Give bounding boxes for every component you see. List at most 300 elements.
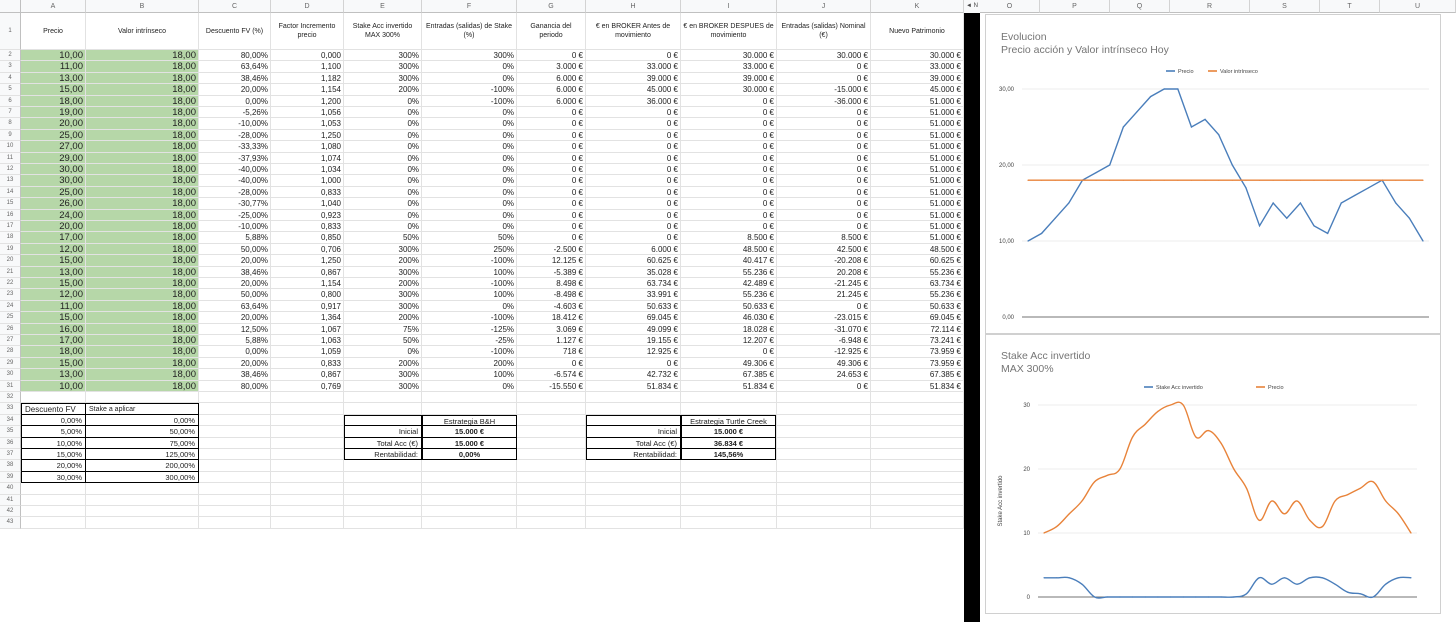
empty-cell[interactable] — [199, 426, 271, 437]
empty-cell[interactable] — [86, 392, 199, 403]
cell-gan[interactable]: 0 € — [517, 130, 586, 141]
cell-pat[interactable]: 63.734 € — [871, 278, 964, 289]
cell-factor[interactable]: 1,034 — [271, 164, 344, 175]
cell-nom[interactable]: -23.015 € — [777, 312, 871, 323]
cell-ent[interactable]: 300% — [422, 50, 517, 61]
cell-nom[interactable]: 0 € — [777, 175, 871, 186]
cell-pat[interactable]: 51.000 € — [871, 141, 964, 152]
cell-ent[interactable]: 0% — [422, 130, 517, 141]
cell-pat[interactable]: 69.045 € — [871, 312, 964, 323]
cell-nom[interactable]: 0 € — [777, 130, 871, 141]
cell-desc[interactable]: 80,00% — [199, 381, 271, 392]
cell-despues[interactable]: 40.417 € — [681, 255, 777, 266]
empty-cell[interactable] — [681, 495, 777, 506]
cell-stake[interactable]: 200% — [344, 358, 422, 369]
row-header[interactable]: 7 — [0, 107, 21, 118]
row-header[interactable]: 24 — [0, 301, 21, 312]
cell-despues[interactable]: 0 € — [681, 164, 777, 175]
row-header[interactable]: 23 — [0, 289, 21, 300]
empty-cell[interactable] — [871, 506, 964, 517]
row-header[interactable]: 36 — [0, 438, 21, 449]
row-header[interactable]: 39 — [0, 472, 21, 483]
empty-cell[interactable] — [422, 403, 517, 414]
cell-desc[interactable]: 12,50% — [199, 324, 271, 335]
frozen-divider[interactable] — [964, 0, 980, 622]
cell-stake[interactable]: 300% — [344, 381, 422, 392]
cell-pat[interactable]: 51.000 € — [871, 187, 964, 198]
cell-nom[interactable]: 0 € — [777, 118, 871, 129]
cell-despues[interactable]: 30.000 € — [681, 84, 777, 95]
cell-stake[interactable]: 300% — [344, 61, 422, 72]
cell-despues[interactable]: 0 € — [681, 96, 777, 107]
lookup-cell-stake[interactable]: 125,00% — [86, 449, 199, 460]
empty-cell[interactable] — [271, 506, 344, 517]
cell-pat[interactable]: 51.000 € — [871, 221, 964, 232]
cell-ent[interactable]: 50% — [422, 232, 517, 243]
cell-ent[interactable]: -125% — [422, 324, 517, 335]
cell-precio[interactable]: 18,00 — [21, 96, 86, 107]
cell-precio[interactable]: 24,00 — [21, 210, 86, 221]
cell-ent[interactable]: 0% — [422, 187, 517, 198]
empty-cell[interactable] — [681, 483, 777, 494]
lookup-cell-stake[interactable]: 50,00% — [86, 426, 199, 437]
column-title-valor[interactable]: Valor intrínseco — [86, 13, 199, 50]
cell-pat[interactable]: 45.000 € — [871, 84, 964, 95]
cell-nom[interactable]: 42.500 € — [777, 244, 871, 255]
empty-cell[interactable] — [517, 438, 586, 449]
lookup-cell-descuento[interactable]: 0,00% — [21, 415, 86, 426]
column-title-factor[interactable]: Factor Incremento precio — [271, 13, 344, 50]
cell-desc[interactable]: 20,00% — [199, 312, 271, 323]
empty-cell[interactable] — [271, 495, 344, 506]
cell-ent[interactable]: -100% — [422, 84, 517, 95]
row-header[interactable]: 38 — [0, 460, 21, 471]
cell-stake[interactable]: 50% — [344, 335, 422, 346]
column-header-q[interactable]: Q — [1110, 0, 1170, 13]
row-header[interactable]: 12 — [0, 164, 21, 175]
column-header-o[interactable]: O — [980, 0, 1040, 13]
cell-nom[interactable]: 0 € — [777, 221, 871, 232]
row-header[interactable]: 25 — [0, 312, 21, 323]
cell-gan[interactable]: 0 € — [517, 50, 586, 61]
cell-ent[interactable]: 0% — [422, 141, 517, 152]
column-header-e[interactable]: E — [344, 0, 422, 13]
cell-gan[interactable]: 12.125 € — [517, 255, 586, 266]
cell-antes[interactable]: 0 € — [586, 141, 681, 152]
empty-cell[interactable] — [871, 392, 964, 403]
cell-factor[interactable]: 0,769 — [271, 381, 344, 392]
cell-nom[interactable]: 20.208 € — [777, 267, 871, 278]
cell-ent[interactable]: 0% — [422, 301, 517, 312]
cell-stake[interactable]: 50% — [344, 232, 422, 243]
cell-despues[interactable]: 48.500 € — [681, 244, 777, 255]
column-header-h[interactable]: H — [586, 0, 681, 13]
empty-cell[interactable] — [422, 472, 517, 483]
lookup-header-stake[interactable]: Stake a aplicar — [86, 403, 199, 414]
empty-cell[interactable] — [271, 392, 344, 403]
cell-pat[interactable]: 51.000 € — [871, 210, 964, 221]
row-header[interactable]: 5 — [0, 84, 21, 95]
cell-stake[interactable]: 0% — [344, 118, 422, 129]
row-header[interactable]: 19 — [0, 244, 21, 255]
cell-desc[interactable]: 0,00% — [199, 346, 271, 357]
cell-precio[interactable]: 12,00 — [21, 244, 86, 255]
strategy-label[interactable]: Inicial — [344, 426, 422, 437]
cell-ent[interactable]: 0% — [422, 381, 517, 392]
cell-gan[interactable]: 0 € — [517, 358, 586, 369]
cell-factor[interactable]: 1,250 — [271, 130, 344, 141]
cell-pat[interactable]: 60.625 € — [871, 255, 964, 266]
column-header-a[interactable]: A — [21, 0, 86, 13]
cell-gan[interactable]: 6.000 € — [517, 84, 586, 95]
empty-cell[interactable] — [344, 472, 422, 483]
empty-cell[interactable] — [517, 472, 586, 483]
empty-cell[interactable] — [422, 392, 517, 403]
cell-precio[interactable]: 11,00 — [21, 301, 86, 312]
cell-desc[interactable]: 5,88% — [199, 335, 271, 346]
cell-gan[interactable]: -4.603 € — [517, 301, 586, 312]
cell-desc[interactable]: 20,00% — [199, 84, 271, 95]
cell-factor[interactable]: 1,053 — [271, 118, 344, 129]
cell-precio[interactable]: 15,00 — [21, 255, 86, 266]
cell-despues[interactable]: 0 € — [681, 187, 777, 198]
cell-desc[interactable]: 38,46% — [199, 369, 271, 380]
empty-cell[interactable] — [344, 506, 422, 517]
cell-ent[interactable]: -100% — [422, 255, 517, 266]
cell-gan[interactable]: 0 € — [517, 210, 586, 221]
cell-valor[interactable]: 18,00 — [86, 141, 199, 152]
empty-cell[interactable] — [871, 426, 964, 437]
column-title-stake[interactable]: Stake Acc invertido MAX 300% — [344, 13, 422, 50]
cell-nom[interactable]: 0 € — [777, 198, 871, 209]
cell-desc[interactable]: -40,00% — [199, 164, 271, 175]
empty-cell[interactable] — [777, 483, 871, 494]
cell-desc[interactable]: -28,00% — [199, 130, 271, 141]
cell-stake[interactable]: 200% — [344, 312, 422, 323]
cell-despues[interactable]: 46.030 € — [681, 312, 777, 323]
row-header[interactable]: 30 — [0, 369, 21, 380]
empty-cell[interactable] — [871, 495, 964, 506]
strategy-value[interactable]: 0,00% — [422, 449, 517, 460]
cell-pat[interactable]: 30.000 € — [871, 50, 964, 61]
cell-desc[interactable]: 20,00% — [199, 255, 271, 266]
cell-stake[interactable]: 300% — [344, 267, 422, 278]
cell-precio[interactable]: 10,00 — [21, 50, 86, 61]
cell-despues[interactable]: 12.207 € — [681, 335, 777, 346]
cell-factor[interactable]: 0,867 — [271, 369, 344, 380]
cell-factor[interactable]: 0,706 — [271, 244, 344, 255]
cell-factor[interactable]: 1,056 — [271, 107, 344, 118]
cell-despues[interactable]: 0 € — [681, 175, 777, 186]
cell-desc[interactable]: 5,88% — [199, 232, 271, 243]
empty-cell[interactable] — [199, 472, 271, 483]
empty-cell[interactable] — [271, 460, 344, 471]
empty-cell[interactable] — [86, 495, 199, 506]
cell-antes[interactable]: 12.925 € — [586, 346, 681, 357]
cell-factor[interactable]: 1,100 — [271, 61, 344, 72]
cell-factor[interactable]: 1,200 — [271, 96, 344, 107]
empty-cell[interactable] — [199, 392, 271, 403]
cell-ent[interactable]: 250% — [422, 244, 517, 255]
lookup-header-descuento[interactable]: Descuento FV — [21, 403, 86, 414]
row-header[interactable]: 32 — [0, 392, 21, 403]
row-header[interactable]: 27 — [0, 335, 21, 346]
empty-cell[interactable] — [199, 460, 271, 471]
cell-nom[interactable]: -21.245 € — [777, 278, 871, 289]
cell-precio[interactable]: 30,00 — [21, 175, 86, 186]
lookup-cell-descuento[interactable]: 15,00% — [21, 449, 86, 460]
cell-desc[interactable]: 38,46% — [199, 73, 271, 84]
cell-desc[interactable]: 0,00% — [199, 96, 271, 107]
cell-stake[interactable]: 0% — [344, 141, 422, 152]
row-header[interactable]: 21 — [0, 267, 21, 278]
cell-ent[interactable]: 0% — [422, 198, 517, 209]
cell-valor[interactable]: 18,00 — [86, 96, 199, 107]
cell-gan[interactable]: 6.000 € — [517, 73, 586, 84]
cell-despues[interactable]: 0 € — [681, 141, 777, 152]
cell-despues[interactable]: 0 € — [681, 130, 777, 141]
cell-nom[interactable]: -20.208 € — [777, 255, 871, 266]
cell-valor[interactable]: 18,00 — [86, 381, 199, 392]
empty-cell[interactable] — [586, 403, 681, 414]
cell-desc[interactable]: -37,93% — [199, 153, 271, 164]
cell-nom[interactable]: 24.653 € — [777, 369, 871, 380]
cell-desc[interactable]: 38,46% — [199, 267, 271, 278]
cell-factor[interactable]: 0,923 — [271, 210, 344, 221]
cell-valor[interactable]: 18,00 — [86, 61, 199, 72]
empty-cell[interactable] — [517, 403, 586, 414]
cell-stake[interactable]: 0% — [344, 198, 422, 209]
cell-nom[interactable]: -6.948 € — [777, 335, 871, 346]
cell-gan[interactable]: 0 € — [517, 107, 586, 118]
cell-nom[interactable]: 30.000 € — [777, 50, 871, 61]
cell-stake[interactable]: 75% — [344, 324, 422, 335]
empty-cell[interactable] — [586, 392, 681, 403]
empty-cell[interactable] — [271, 517, 344, 528]
cell-gan[interactable]: 0 € — [517, 153, 586, 164]
empty-cell[interactable] — [344, 517, 422, 528]
column-header-k[interactable]: K — [871, 0, 964, 13]
cell-precio[interactable]: 25,00 — [21, 187, 86, 198]
empty-cell[interactable] — [199, 495, 271, 506]
cell-antes[interactable]: 0 € — [586, 210, 681, 221]
cell-gan[interactable]: 0 € — [517, 232, 586, 243]
empty-cell[interactable] — [517, 460, 586, 471]
cell-stake[interactable]: 200% — [344, 278, 422, 289]
cell-nom[interactable]: 0 € — [777, 153, 871, 164]
cell-nom[interactable]: 0 € — [777, 210, 871, 221]
empty-cell[interactable] — [422, 495, 517, 506]
cell-pat[interactable]: 51.000 € — [871, 118, 964, 129]
cell-factor[interactable]: 1,000 — [271, 175, 344, 186]
cell-despues[interactable]: 49.306 € — [681, 358, 777, 369]
cell-pat[interactable]: 73.959 € — [871, 358, 964, 369]
cell-antes[interactable]: 0 € — [586, 130, 681, 141]
cell-antes[interactable]: 63.734 € — [586, 278, 681, 289]
cell-nom[interactable]: -15.000 € — [777, 84, 871, 95]
empty-cell[interactable] — [517, 483, 586, 494]
column-header-d[interactable]: D — [271, 0, 344, 13]
row-header[interactable]: 9 — [0, 130, 21, 141]
empty-cell[interactable] — [777, 517, 871, 528]
cell-gan[interactable]: 3.069 € — [517, 324, 586, 335]
cell-valor[interactable]: 18,00 — [86, 210, 199, 221]
cell-pat[interactable]: 67.385 € — [871, 369, 964, 380]
cell-precio[interactable]: 18,00 — [21, 346, 86, 357]
cell-factor[interactable]: 1,154 — [271, 84, 344, 95]
row-header[interactable]: 28 — [0, 346, 21, 357]
empty-cell[interactable] — [517, 415, 586, 426]
cell-antes[interactable]: 0 € — [586, 107, 681, 118]
cell-despues[interactable]: 0 € — [681, 198, 777, 209]
cell-precio[interactable]: 20,00 — [21, 118, 86, 129]
cell-pat[interactable]: 48.500 € — [871, 244, 964, 255]
cell-nom[interactable]: 8.500 € — [777, 232, 871, 243]
cell-valor[interactable]: 18,00 — [86, 107, 199, 118]
cell-stake[interactable]: 0% — [344, 175, 422, 186]
empty-cell[interactable] — [586, 483, 681, 494]
empty-cell[interactable] — [871, 472, 964, 483]
cell-desc[interactable]: -25,00% — [199, 210, 271, 221]
lookup-cell-stake[interactable]: 0,00% — [86, 415, 199, 426]
row-header[interactable]: 43 — [0, 517, 21, 528]
cell-antes[interactable]: 0 € — [586, 164, 681, 175]
cell-pat[interactable]: 39.000 € — [871, 73, 964, 84]
cell-antes[interactable]: 39.000 € — [586, 73, 681, 84]
cell-nom[interactable]: -31.070 € — [777, 324, 871, 335]
empty-cell[interactable] — [199, 438, 271, 449]
empty-cell[interactable] — [344, 495, 422, 506]
lookup-cell-stake[interactable]: 200,00% — [86, 460, 199, 471]
empty-cell[interactable] — [271, 472, 344, 483]
empty-cell[interactable] — [199, 483, 271, 494]
cell-precio[interactable]: 17,00 — [21, 232, 86, 243]
empty-cell[interactable] — [344, 483, 422, 494]
empty-cell[interactable] — [199, 517, 271, 528]
cell-factor[interactable]: 1,154 — [271, 278, 344, 289]
cell-desc[interactable]: -10,00% — [199, 221, 271, 232]
empty-cell[interactable] — [344, 392, 422, 403]
row-header[interactable]: 20 — [0, 255, 21, 266]
empty-cell[interactable] — [681, 506, 777, 517]
cell-precio[interactable]: 15,00 — [21, 358, 86, 369]
row-header[interactable]: 4 — [0, 73, 21, 84]
cell-gan[interactable]: 0 € — [517, 187, 586, 198]
cell-despues[interactable]: 18.028 € — [681, 324, 777, 335]
cell-precio[interactable]: 19,00 — [21, 107, 86, 118]
cell-antes[interactable]: 0 € — [586, 358, 681, 369]
empty-cell[interactable] — [517, 517, 586, 528]
cell-nom[interactable]: 0 € — [777, 73, 871, 84]
cell-gan[interactable]: -2.500 € — [517, 244, 586, 255]
cell-despues[interactable]: 55.236 € — [681, 267, 777, 278]
cell-valor[interactable]: 18,00 — [86, 130, 199, 141]
cell-stake[interactable]: 0% — [344, 107, 422, 118]
cell-gan[interactable]: -5.389 € — [517, 267, 586, 278]
cell-nom[interactable]: 0 € — [777, 187, 871, 198]
column-header-t[interactable]: T — [1320, 0, 1380, 13]
lookup-cell-stake[interactable]: 75,00% — [86, 438, 199, 449]
cell-factor[interactable]: 1,059 — [271, 346, 344, 357]
cell-ent[interactable]: 0% — [422, 164, 517, 175]
chart-stake[interactable] — [985, 334, 1441, 614]
cell-nom[interactable]: 21.245 € — [777, 289, 871, 300]
cell-nom[interactable]: 0 € — [777, 107, 871, 118]
empty-cell[interactable] — [777, 506, 871, 517]
select-all-corner[interactable] — [0, 0, 21, 13]
cell-stake[interactable]: 0% — [344, 346, 422, 357]
cell-gan[interactable]: 718 € — [517, 346, 586, 357]
cell-stake[interactable]: 300% — [344, 369, 422, 380]
cell-valor[interactable]: 18,00 — [86, 335, 199, 346]
column-header-s[interactable]: S — [1250, 0, 1320, 13]
column-title-broker-despues[interactable]: € en BROKER DESPUES de movimiento — [681, 13, 777, 50]
cell-desc[interactable]: 63,64% — [199, 301, 271, 312]
cell-despues[interactable]: 0 € — [681, 210, 777, 221]
row-header[interactable]: 13 — [0, 175, 21, 186]
row-header[interactable]: 26 — [0, 324, 21, 335]
cell-gan[interactable]: -6.574 € — [517, 369, 586, 380]
empty-cell[interactable] — [344, 403, 422, 414]
cell-antes[interactable]: 0 € — [586, 187, 681, 198]
cell-stake[interactable]: 0% — [344, 221, 422, 232]
empty-cell[interactable] — [777, 426, 871, 437]
cell-ent[interactable]: 0% — [422, 118, 517, 129]
cell-desc[interactable]: -28,00% — [199, 187, 271, 198]
strategy-label[interactable]: Rentabilidad: — [586, 449, 681, 460]
cell-despues[interactable]: 42.489 € — [681, 278, 777, 289]
cell-antes[interactable]: 0 € — [586, 153, 681, 164]
cell-gan[interactable]: -8.498 € — [517, 289, 586, 300]
row-header[interactable]: 10 — [0, 141, 21, 152]
strategy-label[interactable]: Total Acc (€) — [344, 438, 422, 449]
cell-pat[interactable]: 73.959 € — [871, 346, 964, 357]
cell-gan[interactable]: -15.550 € — [517, 381, 586, 392]
row-header[interactable]: 29 — [0, 358, 21, 369]
column-header-g[interactable]: G — [517, 0, 586, 13]
empty-cell[interactable] — [21, 506, 86, 517]
cell-valor[interactable]: 18,00 — [86, 164, 199, 175]
cell-antes[interactable]: 45.000 € — [586, 84, 681, 95]
empty-cell[interactable] — [21, 495, 86, 506]
row-header[interactable]: 41 — [0, 495, 21, 506]
cell-stake[interactable]: 300% — [344, 244, 422, 255]
cell-nom[interactable]: -12.925 € — [777, 346, 871, 357]
cell-valor[interactable]: 18,00 — [86, 187, 199, 198]
empty-cell[interactable] — [422, 460, 517, 471]
empty-cell[interactable] — [86, 483, 199, 494]
cell-precio[interactable]: 27,00 — [21, 141, 86, 152]
cell-valor[interactable]: 18,00 — [86, 50, 199, 61]
cell-factor[interactable]: 0,850 — [271, 232, 344, 243]
cell-gan[interactable]: 1.127 € — [517, 335, 586, 346]
cell-valor[interactable]: 18,00 — [86, 346, 199, 357]
empty-cell[interactable] — [681, 460, 777, 471]
cell-antes[interactable]: 0 € — [586, 50, 681, 61]
cell-stake[interactable]: 200% — [344, 84, 422, 95]
cell-factor[interactable]: 1,074 — [271, 153, 344, 164]
cell-valor[interactable]: 18,00 — [86, 244, 199, 255]
cell-ent[interactable]: -25% — [422, 335, 517, 346]
row-header[interactable]: 33 — [0, 403, 21, 414]
cell-ent[interactable]: 0% — [422, 210, 517, 221]
row-header[interactable]: 40 — [0, 483, 21, 494]
cell-valor[interactable]: 18,00 — [86, 301, 199, 312]
cell-desc[interactable]: -33,33% — [199, 141, 271, 152]
empty-cell[interactable] — [777, 495, 871, 506]
cell-nom[interactable]: -36.000 € — [777, 96, 871, 107]
cell-desc[interactable]: 20,00% — [199, 278, 271, 289]
